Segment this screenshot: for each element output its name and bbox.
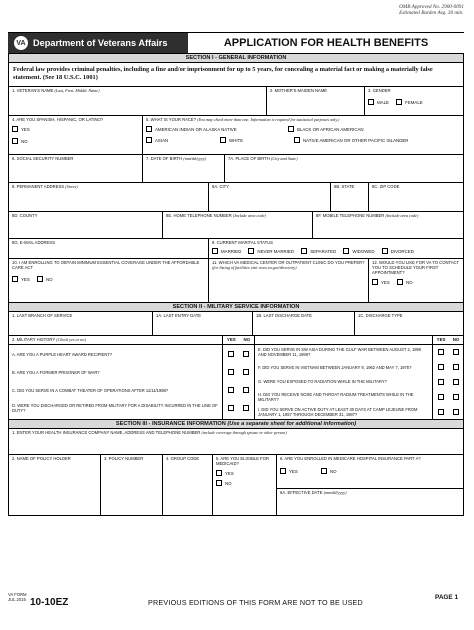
- s1-row-coverage: [9, 259, 463, 303]
- military-history-left-yn: YES NO: [223, 336, 255, 419]
- gender-female-option[interactable]: FEMALE: [396, 99, 423, 105]
- military-no-checkbox[interactable]: [453, 379, 459, 385]
- aca-yes-option[interactable]: YES: [12, 276, 30, 282]
- military-yes-checkbox[interactable]: [438, 409, 444, 415]
- race-pacific-islander-checkbox[interactable]: [294, 137, 300, 143]
- divorced-checkbox[interactable]: [382, 248, 388, 254]
- separated-checkbox[interactable]: [301, 248, 307, 254]
- medicaid-no-option[interactable]: NO: [216, 480, 232, 486]
- military-question-checkboxes: [223, 399, 254, 417]
- race-pacific-islander-option[interactable]: NATIVE AMERICAN OR OTHER PACIFIC ISLANDER: [294, 137, 408, 143]
- medicaid-field: 5. ARE YOU ELIGIBLE FOR MEDICAID? YES NO: [213, 455, 277, 515]
- male-checkbox[interactable]: [368, 99, 374, 105]
- hispanic-yes-option[interactable]: YES: [12, 126, 30, 132]
- military-yes-checkbox[interactable]: [438, 379, 444, 385]
- military-question: H. DID YOU RECEIVE NOSE AND THROAT RADIUM TREATMENTS WHILE IN THE MILITARY?: [258, 391, 414, 402]
- aca-no-option[interactable]: NO: [37, 276, 53, 282]
- veteran-name-field[interactable]: 1. VETERAN'S NAME (Last, First, Middle Name): [9, 87, 267, 115]
- race-asian-option[interactable]: ASIAN: [146, 137, 214, 143]
- medicare-no-option[interactable]: NO: [321, 468, 337, 474]
- marital-married-option[interactable]: MARRIED: [212, 248, 241, 254]
- mothers-maiden-name-field[interactable]: 2. MOTHER'S MAIDEN NAME: [267, 87, 365, 115]
- military-question-checkboxes: [223, 345, 254, 363]
- preferred-facility-field[interactable]: 11. WHICH VA MEDICAL CENTER OR OUTPATIENT CLINIC DO YOU PREFER? (for listing of facilities visit www.va.gov/directory): [209, 259, 369, 302]
- page-number: PAGE 1: [435, 594, 458, 601]
- marital-widowed-option[interactable]: WIDOWED: [343, 248, 374, 254]
- race-black-checkbox[interactable]: [288, 126, 294, 132]
- s3-row-policy: [9, 455, 463, 515]
- medicare-yes-checkbox[interactable]: [280, 468, 286, 474]
- military-question: F. DID YOU SERVE IN VIETNAM BETWEEN JANUARY 9, 1962 AND MAY 7, 1975?: [258, 364, 412, 370]
- military-no-checkbox[interactable]: [453, 409, 459, 415]
- military-no-checkbox[interactable]: [243, 405, 249, 411]
- county-field[interactable]: 8D. COUNTY: [9, 212, 163, 238]
- ssn-field[interactable]: 6. SOCIAL SECURITY NUMBER: [9, 155, 143, 182]
- military-no-checkbox[interactable]: [453, 364, 459, 370]
- permanent-address-field[interactable]: 8. PERMANENT ADDRESS (Street): [9, 183, 209, 211]
- email-field[interactable]: 8G. E-MAIL ADDRESS: [9, 239, 209, 258]
- military-yes-checkbox[interactable]: [228, 369, 234, 375]
- insurance-company-field[interactable]: 1. ENTER YOUR HEALTH INSURANCE COMPANY NAME, ADDRESS AND TELEPHONE NUMBER (include coverage through spouse or other person): [12, 430, 287, 435]
- military-no-checkbox[interactable]: [453, 394, 459, 400]
- military-question: B. ARE YOU A FORMER PRISONER OF WAR?: [12, 369, 100, 375]
- medicare-yes-option[interactable]: YES: [280, 468, 298, 474]
- military-question-checkboxes: [433, 375, 463, 390]
- omb-notice: [399, 4, 464, 16]
- hispanic-no-checkbox[interactable]: [12, 138, 18, 144]
- race-black-option[interactable]: BLACK OR AFRICAN AMERICAN: [288, 126, 364, 132]
- medicaid-yes-option[interactable]: YES: [216, 470, 234, 476]
- aca-yes-checkbox[interactable]: [12, 276, 18, 282]
- medicaid-yes-checkbox[interactable]: [216, 470, 222, 476]
- place-of-birth-field[interactable]: 7A. PLACE OF BIRTH (City and State): [228, 156, 298, 161]
- omb-burden: Estimated Burden Avg. 30 min.: [399, 10, 464, 16]
- race-asian-checkbox[interactable]: [146, 137, 152, 143]
- military-history-right: [255, 336, 433, 419]
- hispanic-latino-field: 4. ARE YOU SPANISH, HISPANIC, OR LATINO? YES NO: [9, 116, 143, 154]
- s1-row-ssn: [9, 155, 463, 183]
- s1-row-phone: [9, 212, 463, 239]
- city-field[interactable]: 8A. CITY: [209, 183, 331, 211]
- date-of-birth-field[interactable]: 7. DATE OF BIRTH (mm/dd/yyyy): [143, 155, 225, 182]
- gender-field: 3. GENDER MALE FEMALE: [368, 88, 423, 105]
- female-checkbox[interactable]: [396, 99, 402, 105]
- military-question-checkboxes: [433, 404, 463, 419]
- s1-row-address: [9, 183, 463, 212]
- military-yes-checkbox[interactable]: [438, 394, 444, 400]
- race-field: 5. WHAT IS YOUR RACE? (You may check more than one. Information is required for statistical purposes only.) AMERICAN INDIAN OR ALASKA NATIVE BLACK OR AFRICAN AMERICAN ASIAN WHITE NATIVE AMERICAN OR OTHER PACIFIC ISLANDER: [146, 117, 409, 143]
- medicaid-no-checkbox[interactable]: [216, 480, 222, 486]
- military-question: G. WERE YOU EXPOSED TO RADIATION WHILE IN THE MILITARY?: [258, 379, 387, 385]
- race-american-indian-option[interactable]: AMERICAN INDIAN OR ALASKA NATIVE: [146, 126, 282, 132]
- military-question: A. ARE YOU A PURPLE HEART AWARD RECIPIENT?: [12, 351, 113, 357]
- military-history-left: 2. MILITARY HISTORY (Check yes or no) A. ARE YOU A PURPLE HEART AWARD RECIPIENT? B. ARE YOU A FORMER PRISONER OF WAR? C. DID YOU SERVE IN A COMBAT THEATER OF OPERATIONS AFTER 11/11/1998? D. WERE YOU DISCHARGED OR RETIRED FROM MILITARY FOR A DISABILITY INCURRED IN THE LINE OF DUTY?: [9, 336, 223, 419]
- military-yes-checkbox[interactable]: [438, 364, 444, 370]
- military-question: C. DID YOU SERVE IN A COMBAT THEATER OF OPERATIONS AFTER 11/11/1998?: [12, 387, 169, 393]
- military-history-right-yn: YES NO: [433, 336, 463, 419]
- appointment-no-option[interactable]: NO: [397, 279, 413, 285]
- s1-row-email: [9, 239, 463, 259]
- hispanic-yes-checkbox[interactable]: [12, 126, 18, 132]
- omb-approval: OMB Approved No. 2900-0091: [399, 4, 464, 10]
- medicare-field: 6. ARE YOU ENROLLED IN MEDICARE HOSPITAL INSURANCE PART A? YES NO 6A. EFFECTIVE DATE (mm/dd/yyyy): [277, 455, 463, 515]
- military-no-checkbox[interactable]: [453, 349, 459, 355]
- married-checkbox[interactable]: [212, 248, 218, 254]
- application-form: [8, 54, 464, 516]
- military-question-checkboxes: [433, 345, 463, 360]
- policy-number-field[interactable]: 3. POLICY NUMBER: [101, 455, 163, 515]
- form-title: APPLICATION FOR HEALTH BENEFITS: [223, 37, 429, 49]
- military-yes-checkbox[interactable]: [438, 349, 444, 355]
- marital-status-field: 9. CURRENT MARITAL STATUS MARRIED NEVER MARRIED SEPARATED WIDOWED DIVORCED: [212, 240, 414, 254]
- gender-male-option[interactable]: MALE: [368, 99, 389, 105]
- penalty-warning: Federal law provides criminal penalties, including a fine and/or imprisonment for up to 5 years, for concealing a material fact or making a materially false statement. (See 18 U.S.C. 1001): [9, 63, 463, 87]
- affordable-care-act-field: 10. I AM ENROLLING TO OBTAIN MINIMUM ESSENTIAL COVERAGE UNDER THE AFFORDABLE CARE ACT YES NO: [9, 259, 209, 302]
- marital-separated-option[interactable]: SEPARATED: [301, 248, 336, 254]
- military-question: I. DID YOU SERVE ON ACTIVE DUTY AT LEAST 30 DAYS AT CAMP LEJEUNE FROM JANUARY 1, 1957 THROUGH DECEMBER 31, 1987?: [258, 406, 418, 417]
- marital-never-married-option[interactable]: NEVER MARRIED: [248, 248, 294, 254]
- s1-row-name: [9, 87, 463, 116]
- previous-editions-notice: PREVIOUS EDITIONS OF THIS FORM ARE NOT TO BE USED: [148, 598, 363, 607]
- form-number: 10-10EZ: [30, 597, 69, 608]
- va-form-label: VA FORM JUL 2015: [8, 592, 27, 602]
- military-yes-checkbox[interactable]: [228, 351, 234, 357]
- military-question: D. WERE YOU DISCHARGED OR RETIRED FROM MILITARY FOR A DISABILITY INCURRED IN THE LINE OF DUTY?: [12, 403, 218, 413]
- section-3-header: SECTION III - INSURANCE INFORMATION (Use a separate sheet for additional information): [9, 420, 463, 429]
- aca-no-checkbox[interactable]: [37, 276, 43, 282]
- s2-row-service: [9, 312, 463, 336]
- race-white-checkbox[interactable]: [220, 137, 226, 143]
- last-entry-date-field[interactable]: 1A. LAST ENTRY DATE: [153, 312, 253, 335]
- department-name: Department of Veterans Affairs: [33, 38, 168, 48]
- section-1-header: SECTION I - GENERAL INFORMATION: [9, 54, 463, 63]
- appointment-yes-option[interactable]: YES: [372, 279, 390, 285]
- hispanic-no-option[interactable]: NO: [12, 138, 28, 144]
- state-field[interactable]: 8B. STATE: [331, 183, 369, 211]
- form-header: [8, 32, 464, 54]
- never-married-checkbox[interactable]: [248, 248, 254, 254]
- s2-military-history: [9, 336, 463, 420]
- military-yes-checkbox[interactable]: [228, 405, 234, 411]
- appointment-no-checkbox[interactable]: [397, 279, 403, 285]
- policy-holder-field[interactable]: 2. NAME OF POLICY HOLDER: [9, 455, 101, 515]
- discharge-type-field[interactable]: 1C. DISCHARGE TYPE: [358, 313, 403, 318]
- military-no-checkbox[interactable]: [243, 351, 249, 357]
- race-white-option[interactable]: WHITE: [220, 137, 288, 143]
- va-brand: [8, 33, 188, 53]
- military-question-checkboxes: [433, 360, 463, 375]
- s1-row-ethnicity: [9, 116, 463, 155]
- appointment-yes-checkbox[interactable]: [372, 279, 378, 285]
- first-appointment-field: 12. WOULD YOU LIKE FOR VA TO CONTACT YOU TO SCHEDULE YOUR FIRST APPOINTMENT? YES NO: [372, 260, 460, 285]
- home-phone-field[interactable]: 8E. HOME TELEPHONE NUMBER (Include area code): [163, 212, 313, 238]
- s3-row-insurance: [9, 429, 463, 455]
- military-yes-checkbox[interactable]: [228, 387, 234, 393]
- section-2-header: SECTION II - MILITARY SERVICE INFORMATION: [9, 303, 463, 312]
- marital-divorced-option[interactable]: DIVORCED: [382, 248, 414, 254]
- last-discharge-date-field[interactable]: 1B. LAST DISCHARGE DATE: [253, 312, 355, 335]
- medicare-effective-date-field[interactable]: 6A. EFFECTIVE DATE (mm/dd/yyyy): [280, 490, 347, 495]
- mobile-phone-field[interactable]: 8F. MOBILE TELEPHONE NUMBER (Include area code): [316, 213, 419, 218]
- medicare-no-checkbox[interactable]: [321, 468, 327, 474]
- military-question: E. DID YOU SERVE IN SW ASIA DURING THE GULF WAR BETWEEN AUGUST 2, 1990 AND NOVEMBER 11, 1998?: [258, 347, 422, 358]
- widowed-checkbox[interactable]: [343, 248, 349, 254]
- last-branch-field[interactable]: 1. LAST BRANCH OF SERVICE: [9, 312, 153, 335]
- military-question-checkboxes: [223, 363, 254, 381]
- military-no-checkbox[interactable]: [243, 387, 249, 393]
- group-code-field[interactable]: 4. GROUP CODE: [163, 455, 213, 515]
- military-question-checkboxes: [223, 381, 254, 399]
- zip-code-field[interactable]: 8C. ZIP CODE: [372, 184, 400, 189]
- military-no-checkbox[interactable]: [243, 369, 249, 375]
- military-question-checkboxes: [433, 389, 463, 404]
- va-seal-icon: VA: [14, 36, 28, 50]
- race-american-indian-checkbox[interactable]: [146, 126, 152, 132]
- form-footer: [8, 592, 464, 622]
